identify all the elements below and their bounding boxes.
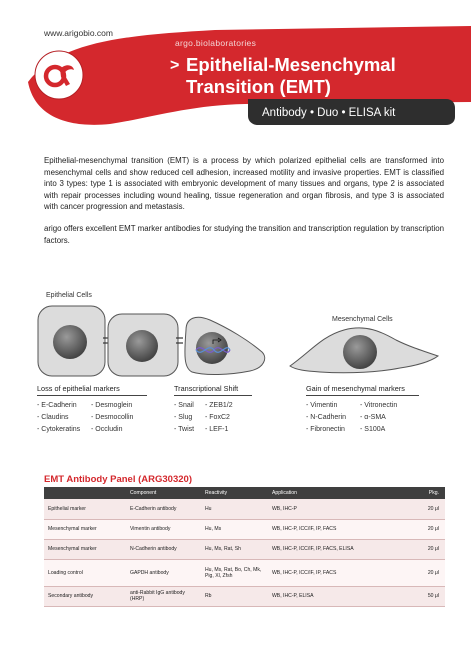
marker-item: - E-Cadherin: [37, 402, 77, 409]
table-cell: Vimentin antibody: [126, 519, 201, 539]
nucleus-1: [53, 325, 87, 359]
column-title-transcription: Transcriptional Shift: [174, 384, 239, 393]
table-cell: WB, IHC-P: [268, 499, 409, 519]
table-cell: GAPDH antibody: [126, 559, 201, 586]
brand-name: argo.biolaboratories: [175, 38, 257, 48]
column-divider: [306, 395, 419, 396]
nucleus-2: [126, 330, 158, 362]
mesenchymal-cells-label: Mesenchymal Cells: [332, 316, 393, 323]
table-row: [44, 559, 445, 586]
column-divider: [37, 395, 147, 396]
table-cell: Loading control: [44, 559, 126, 586]
table-cell: WB, IHC-P, ICC/IF, IP, FACS: [268, 519, 409, 539]
table-cell: WB, IHC-P, ELISA: [268, 586, 409, 606]
table-cell: 20 μl: [409, 559, 445, 586]
nucleus-4: [343, 335, 377, 369]
table-row: [44, 586, 445, 606]
marker-item: - α-SMA: [360, 414, 386, 421]
table-cell: Mesenchymal marker: [44, 519, 126, 539]
column-title-epithelial: Loss of epithelial markers: [37, 384, 120, 393]
table-cell: Epithelial marker: [44, 499, 126, 519]
table-row: [44, 499, 445, 519]
table-cell: Hu, Ms, Rat, Sh: [201, 539, 268, 559]
table-header: [44, 487, 126, 499]
marker-item: - Snail: [174, 402, 194, 409]
table-header: Component: [126, 487, 201, 499]
marker-item: - Vitronectin: [360, 402, 398, 409]
marker-item: - FoxC2: [205, 414, 230, 421]
column-title-mesenchymal: Gain of mesenchymal markers: [306, 384, 405, 393]
marker-item: - N-Cadherin: [306, 414, 347, 421]
table-cell: 20 μl: [409, 519, 445, 539]
table-cell: E-Cadherin antibody: [126, 499, 201, 519]
table-header: Reactivity: [201, 487, 268, 499]
marker-item: - Desmoglein: [91, 402, 133, 409]
table-cell: 20 μl: [409, 499, 445, 519]
table-cell: N-Cadherin antibody: [126, 539, 201, 559]
marker-item: - ZEB1/2: [205, 402, 233, 409]
table-header: Application: [268, 487, 409, 499]
marker-item: - Occludin: [91, 426, 123, 433]
marker-item: - Fibronectin: [306, 426, 345, 433]
marker-item: - Claudins: [37, 414, 69, 421]
panel-title: EMT Antibody Panel (ARG30320): [44, 474, 192, 485]
table-cell: anti-Rabbit IgG antibody (HRP): [126, 586, 201, 606]
table-cell: WB, IHC-P, ICC/IF, IP, FACS: [268, 559, 409, 586]
table-cell: Rb: [201, 586, 268, 606]
title-line-1: Epithelial-Mesenchymal: [186, 54, 396, 75]
table-cell: 20 μl: [409, 539, 445, 559]
marker-item: - Slug: [174, 414, 193, 421]
table-cell: Hu, Ms: [201, 519, 268, 539]
antibody-panel-table: [44, 487, 445, 607]
intro-paragraph-2: arigo offers excellent EMT marker antibodies for studying the transition and transcription regulation by transcription factors.: [44, 223, 444, 245]
epithelial-cells-label: Epithelial Cells: [46, 292, 92, 299]
marker-item: - Twist: [174, 426, 195, 433]
table-cell: Secondary antibody: [44, 586, 126, 606]
table-row: [44, 539, 445, 559]
marker-item: - S100A: [360, 426, 386, 433]
website-link[interactable]: www.arigobio.com: [44, 28, 113, 38]
subtitle: Antibody • Duo • ELISA kit: [262, 107, 396, 119]
marker-item: - Vimentin: [306, 402, 338, 409]
marker-item: - Desmocollin: [91, 414, 134, 421]
intro-paragraph-1: Epithelial-mesenchymal transition (EMT) is a process by which polarized epithelial cells are transformed into mesenchymal cells and show reduced cell adhesion, increased motility and invasive properties. EMT is classified into 3 types: type 1 is associated with embryonic development of many tissues and organs, type 2 is associated with repair processes including wound healing, tissue regeneration and organ fibrosis, and type 3 is associated with cancer progression and metastasis.: [44, 156, 444, 212]
table-cell: WB, IHC-P, ICC/IF, IP, FACS, ELISA: [268, 539, 409, 559]
chevron-right-icon: >: [170, 57, 180, 74]
table-cell: Mesenchymal marker: [44, 539, 126, 559]
table-header-row: [44, 487, 445, 499]
column-divider: [174, 395, 252, 396]
table-cell: 50 μl: [409, 586, 445, 606]
table-row: [44, 519, 445, 539]
table-cell: Hu, Ms, Rat, Bo, Ch, Mk, Pig, Xl, Zfsh: [201, 559, 268, 586]
table-header: Pkg.: [409, 487, 445, 499]
marker-item: - LEF-1: [205, 426, 229, 433]
title-line-2: Transition (EMT): [186, 76, 331, 97]
table-cell: Hu: [201, 499, 268, 519]
marker-item: - Cytokeratins: [37, 426, 81, 433]
